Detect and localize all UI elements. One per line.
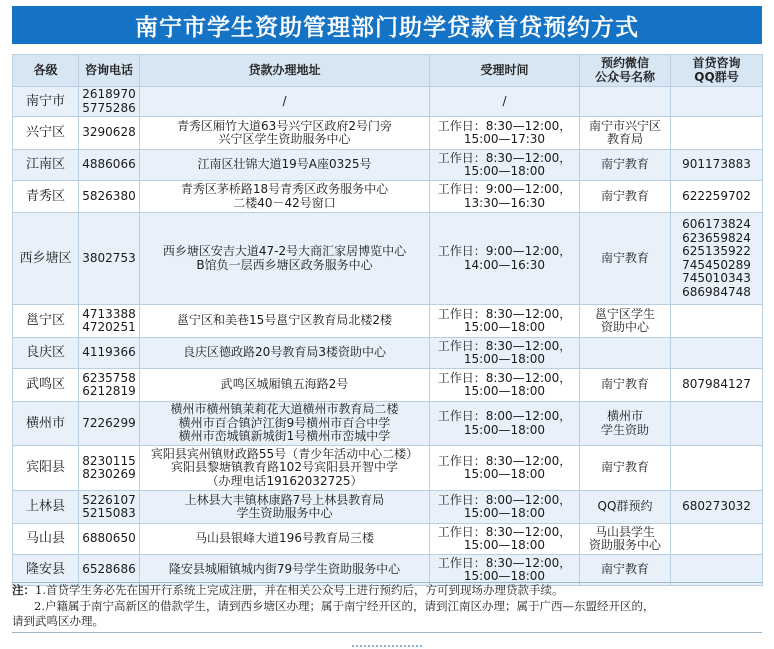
hours-cell xyxy=(430,181,580,213)
wechat-cell-line: 资助服务中心 xyxy=(588,538,661,552)
hours-cell xyxy=(430,305,580,338)
district-cell: 武鸣区 xyxy=(13,369,79,402)
phone-cell-line: 6880650 xyxy=(82,531,136,546)
hours-cell xyxy=(430,555,580,586)
hours-cell-line: 工作日：8:30—12:00， xyxy=(437,306,572,321)
phone-cell-line: 3290628 xyxy=(82,125,136,140)
address-cell-line: 马山县银峰大道196号教育局三楼 xyxy=(195,531,374,546)
hours-cell xyxy=(430,402,580,446)
table-header-row xyxy=(13,55,763,87)
phone-cell xyxy=(79,181,140,213)
table-row xyxy=(13,305,763,338)
hours-cell xyxy=(430,524,580,555)
phone-cell xyxy=(79,213,140,305)
table-row xyxy=(13,446,763,491)
address-cell-line: 二楼40－42号窗口 xyxy=(233,195,336,210)
address-cell-line: 江南区壮锦大道19号A座0325号 xyxy=(197,157,372,172)
table-row xyxy=(13,181,763,213)
wechat-cell-line: 马山县学生 xyxy=(594,524,655,539)
header-phone: 咨询电话 xyxy=(79,55,140,87)
hours-cell-line: 工作日：9:00—12:00， xyxy=(437,244,572,258)
address-cell xyxy=(140,117,430,150)
address-cell xyxy=(140,491,430,524)
qq-cell xyxy=(671,491,763,524)
district-cell: 西乡塘区 xyxy=(13,213,79,305)
note-text-3: 请到武鸣区办理。 xyxy=(12,614,104,628)
qq-cell xyxy=(671,402,763,446)
hours-cell-line: 工作日：8:30—12:00， xyxy=(437,370,572,385)
wechat-cell xyxy=(580,446,671,491)
table-row xyxy=(13,555,763,586)
qq-cell-line: 686984748 xyxy=(682,284,751,299)
phone-cell-line: 6528686 xyxy=(82,562,136,577)
address-cell-line: 西乡塘区安吉大道47-2号大商汇家居博览中心 xyxy=(162,244,407,258)
address-cell-line: 学生资助服务中心 xyxy=(236,506,333,520)
notes xyxy=(12,583,764,630)
address-cell xyxy=(140,150,430,181)
address-cell-line: 隆安县城厢镇城内街79号学生资助服务中心 xyxy=(168,562,401,577)
header-qq-line: QQ群号 xyxy=(694,69,739,84)
hours-cell-line: 15:00—18:00 xyxy=(463,164,546,178)
address-cell xyxy=(140,555,430,586)
qq-cell xyxy=(671,369,763,402)
address-cell xyxy=(140,524,430,555)
hours-cell-line: 15:00—18:00 xyxy=(463,506,546,520)
hours-cell xyxy=(430,87,580,117)
phone-cell xyxy=(79,305,140,338)
qq-cell xyxy=(671,87,763,117)
district-cell: 邕宁区 xyxy=(13,305,79,338)
qq-cell xyxy=(671,117,763,150)
phone-cell-line: 5215083 xyxy=(82,506,136,520)
hours-cell-line: / xyxy=(502,93,507,108)
address-cell-line: 兴宁区学生资助服务中心 xyxy=(218,132,351,146)
address-cell-line: / xyxy=(282,93,287,108)
hours-cell-line: 工作日：8:00—12:00， xyxy=(437,409,572,423)
wechat-cell xyxy=(580,181,671,213)
district-cell: 隆安县 xyxy=(13,555,79,586)
wechat-cell xyxy=(580,524,671,555)
hours-cell-line: 工作日：9:00—12:00， xyxy=(437,182,572,196)
table-row xyxy=(13,213,763,305)
hours-cell xyxy=(430,338,580,369)
hours-cell xyxy=(430,446,580,491)
address-cell-line: 武鸣区城厢镇五海路2号 xyxy=(220,377,349,392)
phone-cell xyxy=(79,402,140,446)
hours-cell-line: 工作日：8:30—12:00， xyxy=(437,118,572,133)
phone-cell xyxy=(79,524,140,555)
header-qq xyxy=(671,55,763,87)
phone-cell-line: 8230115 xyxy=(82,453,136,468)
wechat-cell-line: 资助中心 xyxy=(600,320,649,334)
qq-cell xyxy=(671,555,763,586)
address-cell-line: 青秀区茅桥路18号青秀区政务服务中心 xyxy=(180,182,389,196)
phone-cell-line: 5775286 xyxy=(82,100,136,115)
address-cell xyxy=(140,338,430,369)
district-cell: 宾阳县 xyxy=(13,446,79,491)
wechat-cell-line: 南宁教育 xyxy=(600,562,649,577)
qq-cell xyxy=(671,181,763,213)
page-title: 南宁市学生资助管理部门助学贷款首贷预约方式 xyxy=(12,6,762,44)
header-qq-line: 首贷咨询 xyxy=(692,56,741,70)
address-cell xyxy=(140,87,430,117)
note-line-1 xyxy=(12,583,764,599)
phone-cell-line: 3802753 xyxy=(82,250,136,265)
table-row xyxy=(13,402,763,446)
hours-cell-line: 工作日：8:00—12:00， xyxy=(437,492,572,507)
note-label: 注： xyxy=(12,583,35,597)
hours-cell-line: 工作日：8:30—12:00， xyxy=(437,524,572,539)
wechat-cell-line: 教育局 xyxy=(606,132,643,146)
district-cell: 上林县 xyxy=(13,491,79,524)
phone-cell-line: 6235758 xyxy=(82,370,136,385)
table-row xyxy=(13,369,763,402)
qq-cell xyxy=(671,213,763,305)
qq-cell-line: 745450289 xyxy=(682,257,751,272)
phone-cell xyxy=(79,369,140,402)
qq-cell xyxy=(671,524,763,555)
hours-cell-line: 工作日：8:30—12:00， xyxy=(437,555,572,570)
header-level: 各级 xyxy=(13,55,79,87)
wechat-cell-line: QQ群预约 xyxy=(597,499,653,514)
bottom-divider xyxy=(12,632,762,633)
hours-cell-line: 13:30—16:30 xyxy=(463,195,546,210)
district-cell: 横州市 xyxy=(13,402,79,446)
district-cell: 南宁市 xyxy=(13,87,79,117)
address-cell xyxy=(140,446,430,491)
wechat-cell-line: 邕宁区学生 xyxy=(594,306,655,321)
header-wechat-line: 公众号名称 xyxy=(594,69,655,84)
table-row xyxy=(13,338,763,369)
district-cell: 江南区 xyxy=(13,150,79,181)
wechat-cell-line: 南宁教育 xyxy=(600,460,649,475)
address-cell-line: 横州市峦城镇新城街1号横州市峦城中学 xyxy=(178,429,391,444)
note-text-1: 1.首贷学生务必先在国开行系统上完成注册，并在相关公众号上进行预约后，方可到现场办理贷款手续。 xyxy=(35,583,564,597)
address-cell-line: 宾阳县黎塘镇教育路102号宾阳县开智中学 xyxy=(171,460,398,475)
header-wechat xyxy=(580,55,671,87)
hours-cell xyxy=(430,491,580,524)
phone-cell xyxy=(79,117,140,150)
qq-cell-line: 625135922 xyxy=(682,244,751,258)
header-address: 贷款办理地址 xyxy=(140,55,430,87)
hours-cell-line: 15:00—18:00 xyxy=(463,352,546,366)
hours-cell-line: 15:00—18:00 xyxy=(463,320,546,334)
phone-cell-line: 5226107 xyxy=(82,492,136,507)
phone-cell-line: 4713388 xyxy=(82,306,136,321)
address-cell xyxy=(140,305,430,338)
hours-cell-line: 工作日：8:30—12:00， xyxy=(437,150,572,165)
header-wechat-line: 预约微信 xyxy=(600,56,649,70)
phone-cell-line: 6212819 xyxy=(82,384,136,398)
wechat-cell xyxy=(580,491,671,524)
qq-cell-line: 680273032 xyxy=(682,499,751,514)
wechat-cell xyxy=(580,369,671,402)
hours-cell xyxy=(430,369,580,402)
phone-cell-line: 4886066 xyxy=(82,157,136,172)
qq-cell xyxy=(671,305,763,338)
wechat-cell-line: 南宁教育 xyxy=(600,377,649,392)
hours-cell xyxy=(430,117,580,150)
address-cell xyxy=(140,181,430,213)
hours-cell-line: 15:00—18:00 xyxy=(463,422,546,437)
district-cell: 良庆区 xyxy=(13,338,79,369)
hours-cell-line: 工作日：8:30—12:00， xyxy=(437,338,572,353)
phone-cell-line: 7226299 xyxy=(82,415,136,430)
hours-cell-line: 15:00—18:00 xyxy=(463,569,546,583)
table-row xyxy=(13,491,763,524)
note-line-2 xyxy=(12,599,764,615)
address-cell xyxy=(140,213,430,305)
hours-cell-line: 15:00—18:00 xyxy=(463,538,546,552)
phone-cell-line: 2618970 xyxy=(82,87,136,101)
wechat-cell-line: 南宁教育 xyxy=(600,188,649,203)
note-text-2: 2.户籍属于南宁高新区的借款学生，请到西乡塘区办理；属于南宁经开区的，请到江南区办理；属于广西—东盟经开区的， xyxy=(34,598,655,613)
phone-cell-line: 8230269 xyxy=(82,467,136,481)
phone-cell xyxy=(79,446,140,491)
address-cell-line: （办理电话19162032725） xyxy=(206,473,363,488)
hours-cell-line: 14:00—16:30 xyxy=(463,257,546,272)
address-cell-line: 邕宁区和美巷15号邕宁区教育局北楼2楼 xyxy=(177,313,392,328)
loan-appointment-table xyxy=(12,54,763,586)
address-cell xyxy=(140,402,430,446)
qq-cell xyxy=(671,150,763,181)
table-row xyxy=(13,87,763,117)
qq-cell xyxy=(671,338,763,369)
wechat-cell xyxy=(580,213,671,305)
table-row xyxy=(13,117,763,150)
wechat-cell-line: 南宁市兴宁区 xyxy=(588,118,661,133)
phone-cell-line: 4119366 xyxy=(82,345,136,360)
hours-cell-line: 15:00—17:30 xyxy=(463,132,546,146)
address-cell-line: 横州市百合镇泸江街9号横州市百合中学 xyxy=(178,415,391,430)
qq-cell-line: 623659824 xyxy=(682,230,751,245)
address-cell-line: B馆负一层西乡塘区政务服务中心 xyxy=(196,257,373,272)
address-cell-line: 宾阳县宾州镇财政路55号（青少年活动中心二楼） xyxy=(150,446,419,461)
note-line-3 xyxy=(12,614,764,630)
table-row xyxy=(13,524,763,555)
qq-cell xyxy=(671,446,763,491)
district-cell: 青秀区 xyxy=(13,181,79,213)
phone-cell-line: 4720251 xyxy=(82,320,136,334)
district-cell: 兴宁区 xyxy=(13,117,79,150)
phone-cell xyxy=(79,555,140,586)
address-cell-line: 上林县大丰镇林康路7号上林县教育局 xyxy=(184,492,385,507)
address-cell xyxy=(140,369,430,402)
qq-cell-line: 807984127 xyxy=(682,377,751,392)
phone-cell xyxy=(79,150,140,181)
wechat-cell xyxy=(580,117,671,150)
header-hours: 受理时间 xyxy=(430,55,580,87)
table-row xyxy=(13,150,763,181)
qq-cell-line: 622259702 xyxy=(682,188,751,203)
wechat-cell-line: 南宁教育 xyxy=(600,157,649,172)
wechat-cell xyxy=(580,87,671,117)
hours-cell xyxy=(430,213,580,305)
hours-cell xyxy=(430,150,580,181)
district-cell: 马山县 xyxy=(13,524,79,555)
phone-cell xyxy=(79,491,140,524)
qq-cell-line: 901173883 xyxy=(682,157,751,172)
wechat-cell-line: 南宁教育 xyxy=(600,250,649,265)
wechat-cell xyxy=(580,338,671,369)
hours-cell-line: 15:00—18:00 xyxy=(463,467,546,481)
wechat-cell xyxy=(580,305,671,338)
wechat-cell xyxy=(580,402,671,446)
address-cell-line: 良庆区德政路20号教育局3楼资助中心 xyxy=(183,345,386,360)
decorative-dots xyxy=(352,645,422,647)
phone-cell xyxy=(79,87,140,117)
wechat-cell-line: 横州市 xyxy=(606,409,643,423)
hours-cell-line: 15:00—18:00 xyxy=(463,384,546,398)
wechat-cell-line: 学生资助 xyxy=(600,422,649,437)
phone-cell xyxy=(79,338,140,369)
qq-cell-line: 745010343 xyxy=(682,271,751,285)
table-body xyxy=(13,87,763,586)
qq-cell-line: 606173824 xyxy=(682,217,751,231)
wechat-cell xyxy=(580,150,671,181)
address-cell-line: 青秀区厢竹大道63号兴宁区政府2号门旁 xyxy=(177,118,392,133)
hours-cell-line: 工作日：8:30—12:00， xyxy=(437,453,572,468)
wechat-cell xyxy=(580,555,671,586)
phone-cell-line: 5826380 xyxy=(82,188,136,203)
address-cell-line: 横州市横州镇茉莉花大道横州市教育局二楼 xyxy=(170,402,399,417)
